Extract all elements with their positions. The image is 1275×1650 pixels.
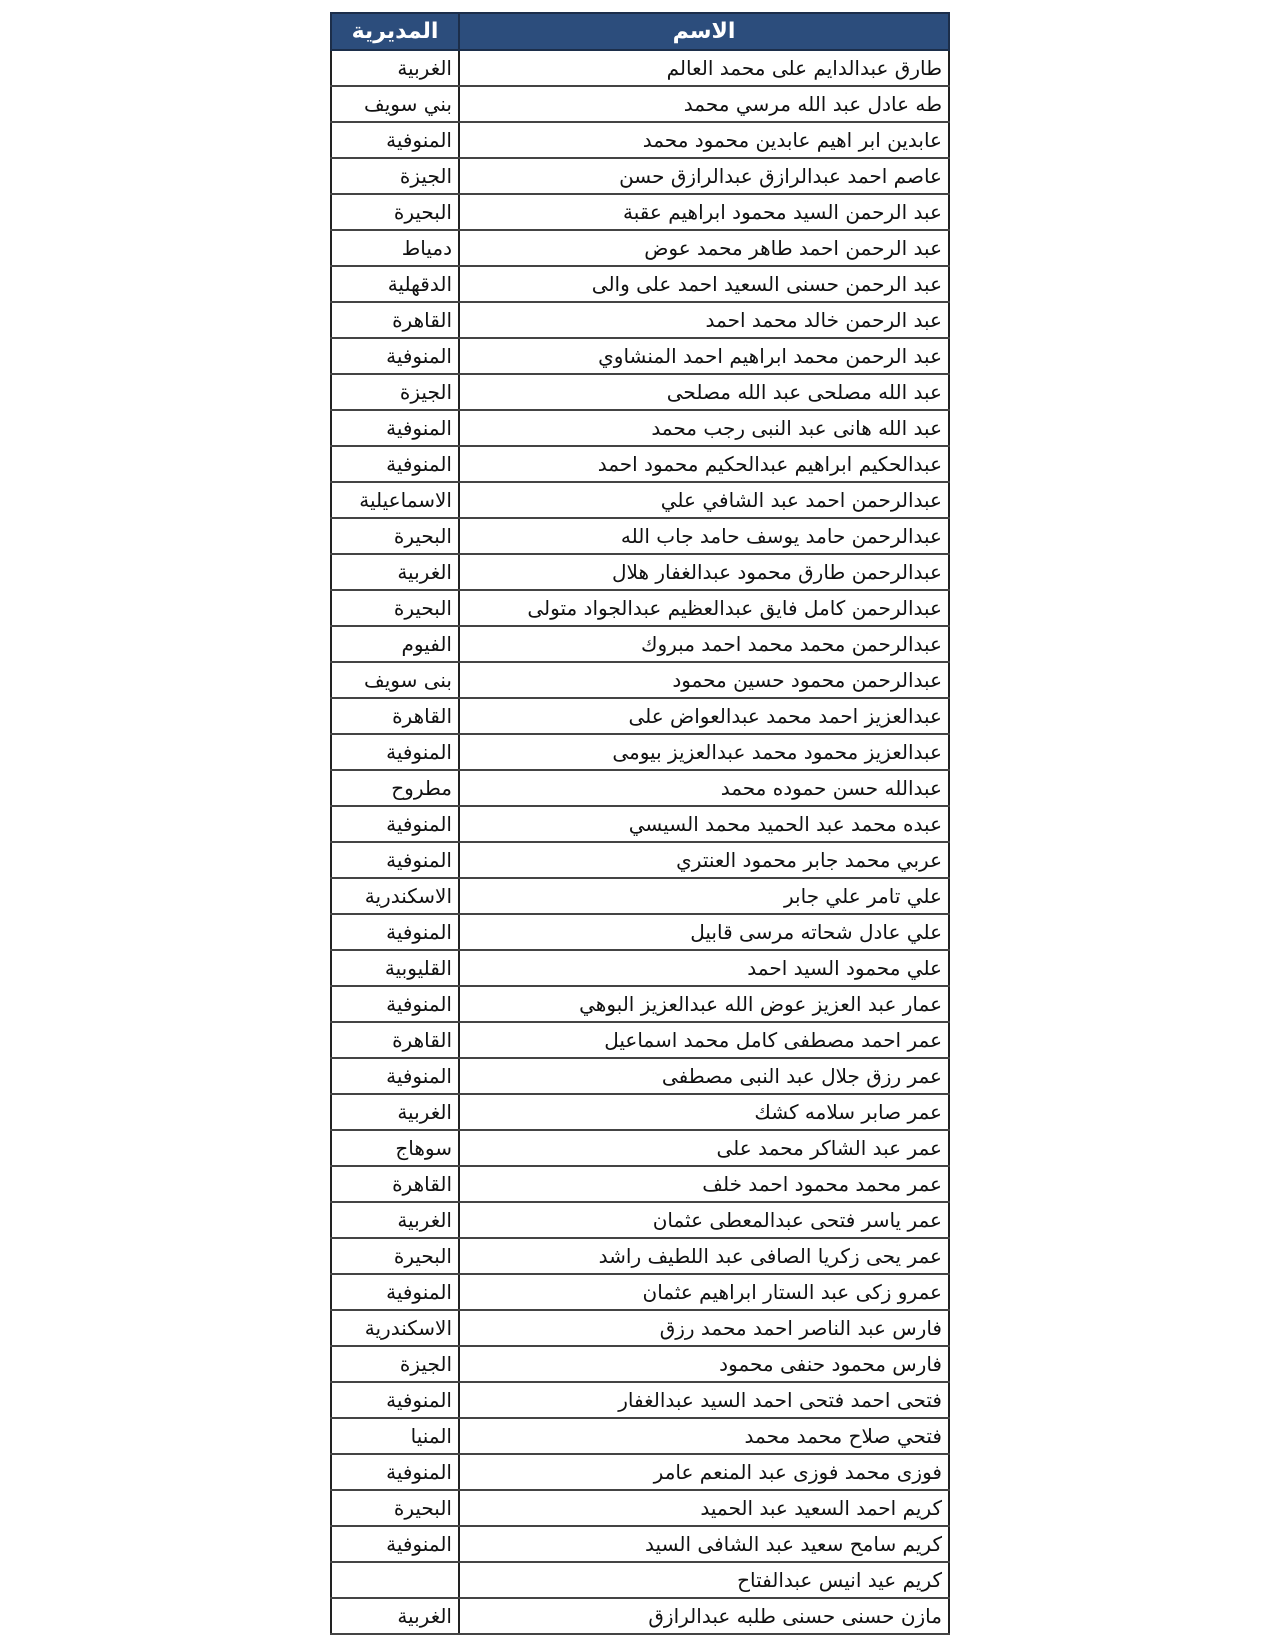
table-row [331,1202,949,1238]
cell-governorate: المنوفية [331,1454,459,1490]
cell-name: عاصم احمد عبدالرازق عبدالرازق حسن [459,158,949,194]
cell-governorate: البحيرة [331,1238,459,1274]
table-row [331,338,949,374]
table-row [331,950,949,986]
cell-name: عبدالرحمن كامل فايق عبدالعظيم عبدالجواد متولى [459,590,949,626]
cell-name: طه عادل عبد الله مرسي محمد [459,86,949,122]
cell-governorate: الاسكندرية [331,1310,459,1346]
table-row [331,662,949,698]
cell-governorate: الدقهلية [331,266,459,302]
cell-governorate: دمياط [331,230,459,266]
cell-governorate: المنيا [331,1418,459,1454]
table-row [331,1418,949,1454]
cell-name: عمار عبد العزيز عوض الله عبدالعزيز البوهي [459,986,949,1022]
cell-name: عبد الله هانى عبد النبى رجب محمد [459,410,949,446]
table-row [331,1238,949,1274]
cell-name: عمرو زكى عبد الستار ابراهيم عثمان [459,1274,949,1310]
table-row [331,734,949,770]
cell-governorate: المنوفية [331,842,459,878]
table-row [331,554,949,590]
cell-governorate: القاهرة [331,1166,459,1202]
cell-name: فارس عبد الناصر احمد محمد رزق [459,1310,949,1346]
cell-name: عبد الرحمن احمد طاهر محمد عوض [459,230,949,266]
cell-governorate: الغربية [331,554,459,590]
cell-name: عبدالعزيز احمد محمد عبدالعواض على [459,698,949,734]
cell-governorate: البحيرة [331,590,459,626]
names-table [330,12,950,1635]
table-row [331,482,949,518]
table-row [331,590,949,626]
cell-governorate: الفيوم [331,626,459,662]
cell-name: عابدين ابر اهيم عابدين محمود محمد [459,122,949,158]
cell-name: عبد الرحمن السيد محمود ابراهيم عقبة [459,194,949,230]
table-row [331,158,949,194]
table-row [331,770,949,806]
table-row [331,86,949,122]
cell-governorate [331,1562,459,1598]
table-row [331,410,949,446]
cell-name: عبدالرحمن محمود حسين محمود [459,662,949,698]
table-row [331,626,949,662]
table-row [331,1130,949,1166]
cell-governorate: الغربية [331,1202,459,1238]
column-header-name: الاسم [459,13,949,50]
cell-name: عبدالرحمن حامد يوسف حامد جاب الله [459,518,949,554]
cell-governorate: المنوفية [331,1526,459,1562]
cell-name: عبدالله حسن حموده محمد [459,770,949,806]
table-row [331,1310,949,1346]
table-row [331,806,949,842]
cell-name: عمر احمد مصطفى كامل محمد اسماعيل [459,1022,949,1058]
cell-name: عبد الله مصلحى عبد الله مصلحى [459,374,949,410]
column-header-governorate: المديرية [331,13,459,50]
cell-governorate: بني سويف [331,86,459,122]
cell-governorate: القاهرة [331,302,459,338]
cell-governorate: المنوفية [331,122,459,158]
table-row [331,1166,949,1202]
cell-name: طارق عبدالدايم على محمد العالم [459,50,949,86]
cell-governorate: البحيرة [331,518,459,554]
cell-name: علي تامر علي جابر [459,878,949,914]
table-row [331,1022,949,1058]
table-row [331,122,949,158]
cell-name: عبدالحكيم ابراهيم عبدالحكيم محمود احمد [459,446,949,482]
cell-governorate: المنوفية [331,1058,459,1094]
table-row [331,374,949,410]
cell-name: عبد الرحمن حسنى السعيد احمد على والى [459,266,949,302]
table-row [331,1454,949,1490]
cell-governorate: البحيرة [331,194,459,230]
cell-governorate: الجيزة [331,1346,459,1382]
table-row [331,1598,949,1634]
cell-governorate: الغربية [331,50,459,86]
table-row [331,878,949,914]
table-row [331,1382,949,1418]
cell-name: مازن حسنى حسنى طلبه عبدالرازق [459,1598,949,1634]
cell-name: عمر يحى زكريا الصافى عبد اللطيف راشد [459,1238,949,1274]
table-row [331,518,949,554]
cell-governorate: الاسماعيلية [331,482,459,518]
table-row [331,986,949,1022]
cell-name: عبدالرحمن احمد عبد الشافي علي [459,482,949,518]
cell-name: عبد الرحمن خالد محمد احمد [459,302,949,338]
cell-governorate: المنوفية [331,734,459,770]
table-row [331,50,949,86]
table-row [331,266,949,302]
cell-governorate: بنى سويف [331,662,459,698]
cell-governorate: المنوفية [331,338,459,374]
table-row [331,1526,949,1562]
table-row [331,1562,949,1598]
cell-name: عبدالرحمن طارق محمود عبدالغفار هلال [459,554,949,590]
table-row [331,698,949,734]
cell-name: عمر عبد الشاكر محمد على [459,1130,949,1166]
cell-name: عمر محمد محمود احمد خلف [459,1166,949,1202]
table-row [331,1058,949,1094]
cell-name: فتحى احمد فتحى احمد السيد عبدالغفار [459,1382,949,1418]
table-row [331,842,949,878]
cell-governorate: المنوفية [331,410,459,446]
cell-name: عمر رزق جلال عبد النبى مصطفى [459,1058,949,1094]
cell-governorate: القاهرة [331,1022,459,1058]
cell-name: عبدالرحمن محمد محمد احمد مبروك [459,626,949,662]
table-row [331,230,949,266]
cell-name: علي عادل شحاته مرسى قابيل [459,914,949,950]
cell-name: عبد الرحمن محمد ابراهيم احمد المنشاوي [459,338,949,374]
cell-name: فارس محمود حنفى محمود [459,1346,949,1382]
table-body [331,50,949,1634]
cell-governorate: الغربية [331,1094,459,1130]
cell-governorate: المنوفية [331,1274,459,1310]
cell-governorate: المنوفية [331,806,459,842]
cell-name: فوزى محمد فوزى عبد المنعم عامر [459,1454,949,1490]
cell-name: عبدالعزيز محمود محمد عبدالعزيز بيومى [459,734,949,770]
cell-governorate: الغربية [331,1598,459,1634]
cell-governorate: المنوفية [331,1382,459,1418]
cell-name: كريم احمد السعيد عبد الحميد [459,1490,949,1526]
table-row [331,1490,949,1526]
table-row [331,1346,949,1382]
cell-governorate: المنوفية [331,986,459,1022]
cell-governorate: الجيزة [331,158,459,194]
cell-governorate: البحيرة [331,1490,459,1526]
table-row [331,1094,949,1130]
table-row [331,1274,949,1310]
cell-name: عربي محمد جابر محمود العنتري [459,842,949,878]
cell-name: كريم سامح سعيد عبد الشافى السيد [459,1526,949,1562]
cell-name: عمر صابر سلامه كشك [459,1094,949,1130]
cell-name: كريم عيد انيس عبدالفتاح [459,1562,949,1598]
cell-governorate: الاسكندرية [331,878,459,914]
cell-governorate: الجيزة [331,374,459,410]
table-row [331,446,949,482]
table-row [331,194,949,230]
cell-governorate: المنوفية [331,914,459,950]
header-row [331,13,949,50]
cell-governorate: المنوفية [331,446,459,482]
cell-governorate: سوهاج [331,1130,459,1166]
cell-name: فتحي صلاح محمد محمد [459,1418,949,1454]
cell-name: علي محمود السيد احمد [459,950,949,986]
cell-name: عبده محمد عبد الحميد محمد السيسي [459,806,949,842]
cell-governorate: القاهرة [331,698,459,734]
cell-name: عمر ياسر فتحى عبدالمعطى عثمان [459,1202,949,1238]
table-row [331,914,949,950]
cell-governorate: مطروح [331,770,459,806]
table-row [331,302,949,338]
cell-governorate: القليوبية [331,950,459,986]
